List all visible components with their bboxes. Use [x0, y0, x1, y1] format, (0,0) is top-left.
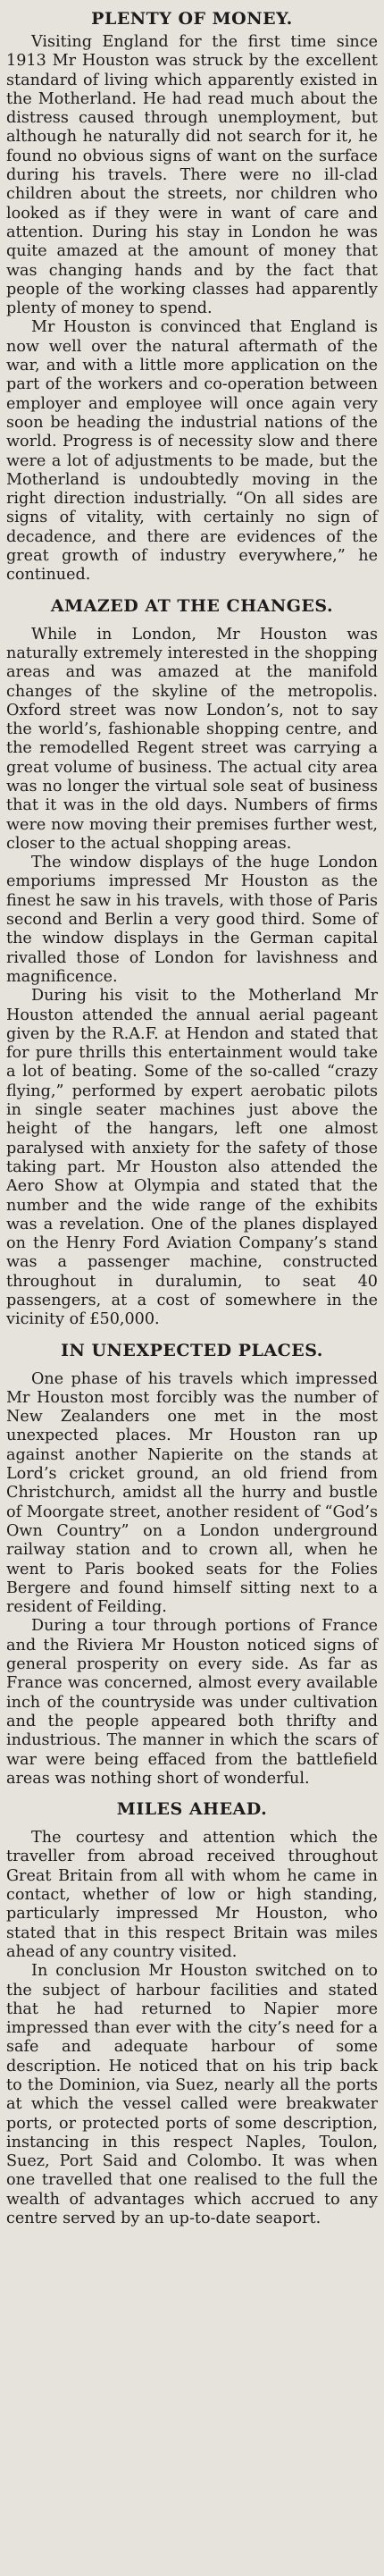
paragraph: While in London, Mr Houston was naturally extremely interested in the shopping areas and was amazed at the manifold changes of the skyline of the metropolis. Oxford street was now London’s, not to say the world’s, fashionable shopping centre, and the remodelled Regent street was carrying a great volume of business. The actual city area was no longer the virtual sole seat of business that it was in the old days. Numbers of firms were now moving their premises further west, closer to the actual shopping areas. [6, 625, 378, 853]
paragraph: Visiting England for the first time since 1913 Mr Houston was struck by the excellent standard of living which apparently existed in the Motherland. He had read much about the distress caused through unemployment, but although he naturally did not search for it, he found no obvious signs of want on the surface during his travels. There were no ill-clad children about the streets, nor children who looked as if they were in want of care and attention. During his stay in London he was quite amazed at the amount of money that was changing hands and by the fact that people of the working classes had apparently plenty of money to spend. [6, 33, 378, 318]
section-heading: IN UNEXPECTED PLACES. [61, 1340, 323, 1360]
section-heading: AMAZED AT THE CHANGES. [50, 595, 334, 616]
paragraph: During a tour through portions of France and the Riviera Mr Houston noticed signs of general prosperity on every side. As far as France was concerned, almost every available inch of the countryside was under cultivation and the people appeared both thrifty and industrious. The manner in which the scars of war were being effaced from the battlefield areas was nothing short of wonderful. [6, 1617, 378, 1788]
paragraph: The window displays of the huge London emporiums impressed Mr Houston as the finest he saw in his travels, with those of Paris second and Berlin a very good third. Some of the window displays in the German capital rivalled those of London for lavishness and magnificence. [6, 854, 378, 986]
paragraph: The courtesy and attention which the traveller from abroad received throughout Great Britain from all with whom he came in contact, whether of low or high standing, particularly impressed Mr Houston, who stated that in this respect Britain was miles ahead of any country visited. [6, 1829, 378, 1961]
section-amazed-at-the-changes [6, 594, 378, 1330]
paragraph: In conclusion Mr Houston switched on to the subject of harbour facilities and stated that he had returned to Napier more impressed than ever with the city’s need for a safe and adequate harbour of some description. He noticed that on his trip back to the Dominion, via Suez, nearly all the ports at which the vessel called were breakwater ports, or protected ports of some description, instancing in this respect Naples, Toulon, Suez, Port Said and Colombo. It was when one travelled that one realised to the full the wealth of advantages which accrued to any centre served by an up-to-date seaport. [6, 1962, 378, 2228]
section-intro [6, 33, 378, 585]
paragraph: During his visit to the Motherland Mr Houston attended the annual aerial pageant given by the R.A.F. at Hendon and stated that for pure thrills this entertainment would take a lot of beating. Some of the so-called “crazy flying,” performed by expert aerobatic pilots in single seater machines just above the height of the hangars, left one almost paralysed with anxiety for the safety of those taking part. Mr Houston also attended the Aero Show at Olympia and stated that the number and the wide range of the exhibits was a revelation. One of the planes displayed on the Henry Ford Aviation Company’s stand was a passenger machine, constructed throughout in duralumin, to seat 40 passengers, at a cost of somewhere in the vicinity of £50,000. [6, 987, 378, 1329]
section-miles-ahead [6, 1797, 378, 2228]
section-in-unexpected-places [6, 1339, 378, 1789]
paragraph: One phase of his travels which impressed Mr Houston most forcibly was the number of New Zealanders one met in the most unexpected places. Mr Houston ran up against another Napierite on the stands at Lord’s cricket ground, an old friend from Christchurch, amidst all the hurry and bustle of Moorgate street, another resident of “God’s Own Country” on a London underground railway station and to crown all, when he went to Paris booked seats for the Folies Bergere and found himself sitting next to a resident of Feilding. [6, 1369, 378, 1617]
paragraph: Mr Houston is convinced that England is now well over the natural aftermath of the war, and with a little more application on the part of the workers and co-operation between employer and employee will once again very soon be heading the industrial nations of the world. Progress is of necessity slow and there were a lot of adjustments to be made, but the Motherland is undoubtedly moving in the right direction industrially. “On all sides are signs of vitality, with certainly no sign of decadence, and there are evidences of the great growth of industry everywhere,” he continued. [6, 318, 378, 585]
section-heading: MILES AHEAD. [116, 1799, 268, 1820]
article-title: PLENTY OF MONEY. [91, 9, 293, 29]
